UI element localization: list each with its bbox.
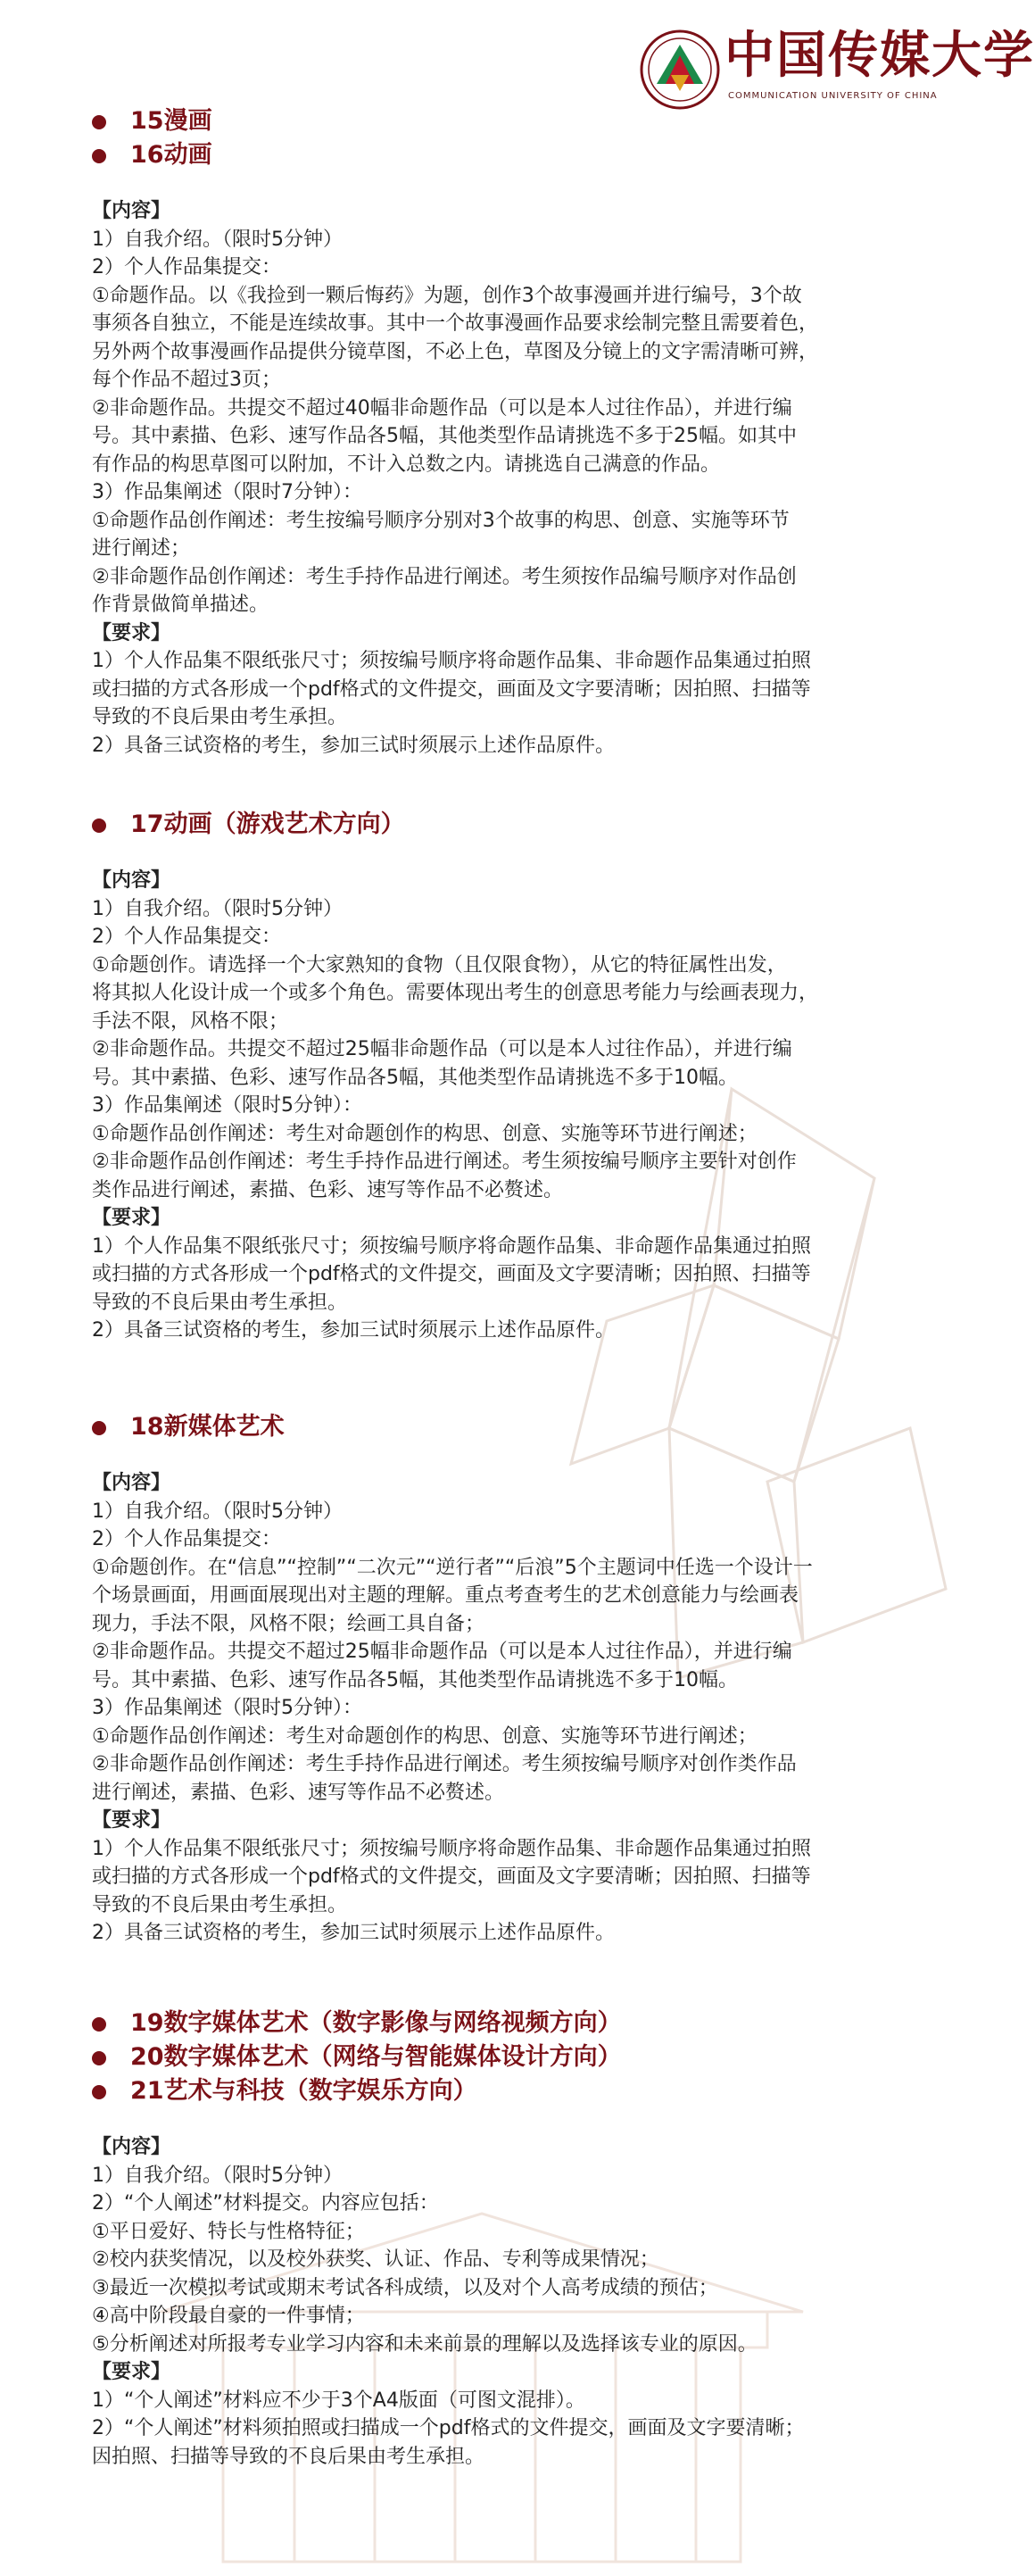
- bullet-dot-icon: [92, 115, 106, 129]
- text-line: 作背景做简单描述。: [92, 594, 269, 616]
- text-line: 1）个人作品集不限纸张尺寸；须按编号顺序将命题作品集、非命题作品集通过拍照: [92, 650, 811, 672]
- text-line: 3）作品集阐述（限时5分钟）：: [92, 1697, 362, 1719]
- text-line: 1）自我介绍。（限时5分钟）: [92, 897, 343, 920]
- text-line: 1）自我介绍。（限时5分钟）: [92, 2164, 343, 2187]
- text-line: ①命题作品。以《我捡到一颗后悔药》为题，创作3个故事漫画并进行编号，3个故: [92, 284, 802, 307]
- text-line: ②非命题作品。共提交不超过40幅非命题作品（可以是本人过往作品），并进行编: [92, 396, 792, 420]
- text-line: ②非命题作品创作阐述：考生手持作品进行阐述。考生须按作品编号顺序对作品创: [92, 565, 797, 588]
- bullet-dot-icon: [92, 149, 106, 163]
- text-line: ②非命题作品。共提交不超过25幅非命题作品（可以是本人过往作品），并进行编: [92, 1038, 792, 1060]
- section-18: [0, 1410, 964, 1948]
- label-requirements: 【要求】: [92, 621, 171, 644]
- text-line: 或扫描的方式各形成一个pdf格式的文件提交，画面及文字要清晰；因拍照、扫描等: [92, 1263, 811, 1285]
- bullet-dot-icon: [92, 819, 106, 833]
- text-line: ③最近一次模拟考试或期末考试各科成绩，以及对个人高考成绩的预估；: [92, 2276, 718, 2299]
- text-line: 将其拟人化设计成一个或多个角色。需要体现出考生的创意思考能力与绘画表现力，: [92, 982, 819, 1004]
- text-line: ①命题作品创作阐述：考生对命题创作的构思、创意、实施等环节进行阐述；: [92, 1724, 758, 1748]
- label-requirements: 【要求】: [92, 2361, 171, 2383]
- text-line: 1）个人作品集不限纸张尺寸；须按编号顺序将命题作品集、非命题作品集通过拍照: [92, 1837, 811, 1860]
- text-line: 1）“个人阐述”材料应不少于3个A4版面（可图文混排）。: [92, 2389, 585, 2412]
- heading-18: 18新媒体艺术: [0, 1410, 964, 1444]
- section-body: [92, 1469, 877, 1948]
- university-name: 中国传媒大学: [724, 26, 1035, 85]
- section-15-16: [0, 104, 964, 760]
- text-line: 2）具备三试资格的考生，参加三试时须展示上述作品原件。: [92, 1319, 615, 1342]
- section-body: [92, 197, 877, 760]
- text-line: 类作品进行阐述，素描、色彩、速写等作品不必赘述。: [92, 1178, 564, 1201]
- label-requirements: 【要求】: [92, 1809, 171, 1832]
- text-line: 1）自我介绍。（限时5分钟）: [92, 1500, 343, 1523]
- heading-16: 16动画: [0, 138, 964, 172]
- text-line: 3）作品集阐述（限时7分钟）：: [92, 481, 362, 503]
- text-line: 1）个人作品集不限纸张尺寸；须按编号顺序将命题作品集、非命题作品集通过拍照: [92, 1234, 811, 1258]
- text-line: ⑤分析阐述对所报考专业学习内容和未来前景的理解以及选择该专业的原因。: [92, 2332, 758, 2356]
- text-line: 每个作品不超过3页；: [92, 369, 281, 391]
- text-line: ①命题作品创作阐述：考生对命题创作的构思、创意、实施等环节进行阐述；: [92, 1122, 758, 1145]
- text-line: 或扫描的方式各形成一个pdf格式的文件提交，画面及文字要清晰；因拍照、扫描等: [92, 1866, 811, 1888]
- bullet-dot-icon: [92, 1421, 106, 1435]
- text-line: 2）“个人阐述”材料提交。内容应包括：: [92, 2192, 439, 2215]
- heading-15: 15漫画: [0, 104, 964, 138]
- heading-20: 20数字媒体艺术（网络与智能媒体设计方向）: [0, 2040, 964, 2074]
- section-19-21: [0, 2007, 964, 2471]
- heading-17: 17动画（游戏艺术方向）: [0, 808, 964, 842]
- text-line: 个场景画面，用画面展现出对主题的理解。重点考查考生的艺术创意能力与绘画表: [92, 1584, 799, 1607]
- university-logo: [635, 20, 1035, 118]
- label-content: 【内容】: [92, 1472, 171, 1494]
- text-line: ②非命题作品。共提交不超过25幅非命题作品（可以是本人过往作品），并进行编: [92, 1641, 792, 1663]
- text-line: ①命题创作。请选择一个大家熟知的食物（且仅限食物），从它的特征属性出发，: [92, 953, 787, 976]
- text-line: ①命题作品创作阐述：考生按编号顺序分别对3个故事的构思、创意、实施等环节: [92, 509, 790, 532]
- text-line: 2）个人作品集提交：: [92, 926, 281, 948]
- text-line: 手法不限，风格不限；: [92, 1010, 289, 1033]
- label-content: 【内容】: [92, 2136, 171, 2158]
- section-body: [92, 2133, 877, 2471]
- text-line: 因拍照、扫描等导致的不良后果由考生承担。: [92, 2445, 485, 2468]
- label-requirements: 【要求】: [92, 1207, 171, 1229]
- text-line: 有作品的构思草图可以附加，不计入总数之内。请挑选自己满意的作品。: [92, 453, 721, 476]
- text-line: 现力，手法不限，风格不限；绘画工具自备；: [92, 1612, 485, 1635]
- text-line: ②非命题作品创作阐述：考生手持作品进行阐述。考生须按编号顺序主要针对创作: [92, 1151, 797, 1173]
- text-line: 进行阐述；: [92, 537, 191, 560]
- text-line: 另外两个故事漫画作品提供分镜草图，不必上色，草图及分镜上的文字需清晰可辨，: [92, 340, 819, 363]
- text-line: 事须各自独立，不能是连续故事。其中一个故事漫画作品要求绘制完整且需要着色，: [92, 312, 819, 335]
- text-line: 2）具备三试资格的考生，参加三试时须展示上述作品原件。: [92, 1922, 615, 1944]
- text-line: 号。其中素描、色彩、速写作品各5幅，其他类型作品请挑选不多于10幅。: [92, 1066, 738, 1089]
- text-line: ②非命题作品创作阐述：考生手持作品进行阐述。考生须按编号顺序对创作类作品: [92, 1753, 797, 1775]
- text-line: 2）“个人阐述”材料须拍照或扫描成一个pdf格式的文件提交，画面及文字要清晰；: [92, 2417, 805, 2439]
- text-line: 2）个人作品集提交：: [92, 256, 281, 278]
- text-line: 3）作品集阐述（限时5分钟）：: [92, 1094, 362, 1117]
- text-line: ①命题创作。在“信息”“控制”“二次元”“逆行者”“后浪”5个主题词中任选一个设计一: [92, 1556, 813, 1579]
- text-line: 导致的不良后果由考生承担。: [92, 1893, 348, 1916]
- seal-emblem-icon: [639, 29, 721, 111]
- heading-21: 21艺术与科技（数字娱乐方向）: [0, 2074, 964, 2108]
- heading-19: 19数字媒体艺术（数字影像与网络视频方向）: [0, 2007, 964, 2040]
- text-line: 2）具备三试资格的考生，参加三试时须展示上述作品原件。: [92, 734, 615, 757]
- text-line: ①平日爱好、特长与性格特征；: [92, 2220, 365, 2243]
- text-line: ④高中阶段最自豪的一件事情；: [92, 2305, 365, 2327]
- label-content: 【内容】: [92, 200, 171, 222]
- text-line: 1）自我介绍。（限时5分钟）: [92, 228, 343, 251]
- bullet-dot-icon: [92, 2085, 106, 2099]
- bullet-dot-icon: [92, 2017, 106, 2032]
- section-17: [0, 808, 964, 1345]
- section-body: [92, 867, 877, 1345]
- text-line: 号。其中素描、色彩、速写作品各5幅，其他类型作品请挑选不多于25幅。如其中: [92, 425, 797, 447]
- university-name-en: COMMUNICATION UNIVERSITY OF CHINA: [728, 91, 938, 101]
- text-line: 进行阐述，素描、色彩、速写等作品不必赘述。: [92, 1781, 505, 1804]
- label-content: 【内容】: [92, 869, 171, 892]
- text-line: ②校内获奖情况，以及校外获奖、认证、作品、专利等成果情况；: [92, 2248, 659, 2271]
- text-line: 或扫描的方式各形成一个pdf格式的文件提交，画面及文字要清晰；因拍照、扫描等: [92, 677, 811, 701]
- bullet-dot-icon: [92, 2051, 106, 2065]
- text-line: 导致的不良后果由考生承担。: [92, 1291, 348, 1314]
- text-line: 号。其中素描、色彩、速写作品各5幅，其他类型作品请挑选不多于10幅。: [92, 1668, 738, 1691]
- text-line: 2）个人作品集提交：: [92, 1528, 281, 1550]
- text-line: 导致的不良后果由考生承担。: [92, 706, 348, 728]
